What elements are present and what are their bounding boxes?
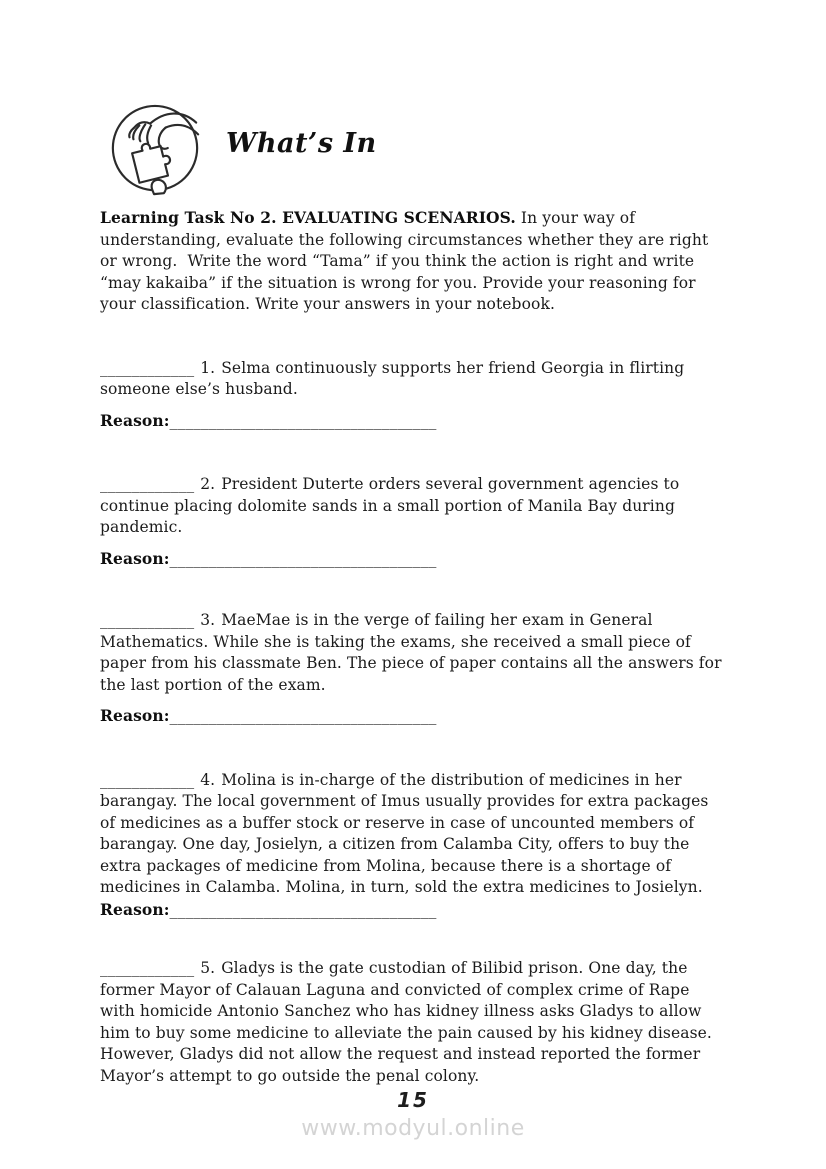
scenario-item-2 — [100, 474, 728, 539]
section-header — [100, 102, 728, 198]
scenario-item-1 — [100, 358, 728, 401]
reason-blank: __________________________________ — [169, 411, 437, 430]
answer-blank: ____________ — [100, 611, 195, 629]
answer-blank: ____________ — [100, 475, 195, 493]
item-text: MaeMae is in the verge of failing her exam in General Mathematics. While she is taking the exams, she received a small piece of paper from his classmate Ben. The piece of paper contains all the answers for the last portion of the exam. — [100, 611, 727, 694]
reason-label: Reason: — [100, 548, 170, 568]
answer-blank: ____________ — [100, 770, 195, 789]
item-text: Molina is in-charge of the distribution of medicines in her barangay. The local government of Imus usually provides for extra packages of medicines as a buffer stock or reserve in case of uncounted members of barangay. One day, Josielyn, a citizen from Calamba City, offers to buy the extra packages of medicine from Molina, because there is a shortage of medicines in Calamba. Molina, in turn, sold the extra medicines to Josielyn. — [100, 770, 714, 896]
item-text: Gladys is the gate custodian of Bilibid prison. One day, the former Mayor of Calauan Laguna and convicted of complex crime of Rape with homicide Antonio Sanchez who has kidney illness asks Gladys to allow him to buy some medicine to alleviate the pain caused by his kidney disease. However, Gladys did not allow the request and instead reported the former Mayor’s attempt to go outside the penal colony. — [100, 959, 723, 1085]
scenario-item-4 — [100, 770, 728, 899]
reason-line-4 — [100, 899, 728, 922]
reason-label: Reason: — [100, 899, 170, 919]
item-text: Selma continuously supports her friend Georgia in flirting someone else’s husband. — [100, 358, 690, 398]
page-number: 15 — [397, 1088, 429, 1112]
item-number: 1. — [200, 358, 216, 377]
hand-puzzle-icon — [106, 102, 204, 200]
reason-line-3 — [100, 705, 728, 728]
scenario-item-3 — [100, 610, 728, 696]
reason-line-1 — [100, 410, 728, 433]
item-text: President Duterte orders several government agencies to continue placing dolomite sands in a small portion of Manila Bay during pandemic. — [100, 475, 685, 536]
task-label: Learning Task No 2. EVALUATING SCENARIOS. — [100, 208, 516, 227]
reason-label: Reason: — [100, 410, 170, 430]
item-number: 4. — [200, 770, 216, 789]
answer-blank: ____________ — [100, 358, 195, 377]
reason-label: Reason: — [100, 706, 170, 725]
watermark: www.modyul.online — [301, 1116, 525, 1141]
reason-blank: __________________________________ — [169, 549, 437, 568]
scenario-item-5 — [100, 958, 728, 1087]
page-content — [100, 0, 728, 1087]
task-instructions-text: In your way of understanding, evaluate the following circumstances whether they are right or wrong. Write the word “Tama” if you think the action is right and write “may kakaiba” if the situation is wrong for you. Provide your reasoning for your classification. Write your answers in your notebook. — [100, 209, 714, 313]
reason-blank: __________________________________ — [169, 900, 437, 919]
reason-blank: __________________________________ — [169, 707, 437, 725]
answer-blank: ____________ — [100, 959, 195, 977]
item-number: 3. — [200, 611, 216, 629]
page-title: What’s In — [226, 128, 377, 159]
item-number: 2. — [200, 475, 216, 493]
reason-line-2 — [100, 548, 728, 571]
task-instructions — [100, 207, 728, 316]
item-number: 5. — [200, 959, 216, 977]
